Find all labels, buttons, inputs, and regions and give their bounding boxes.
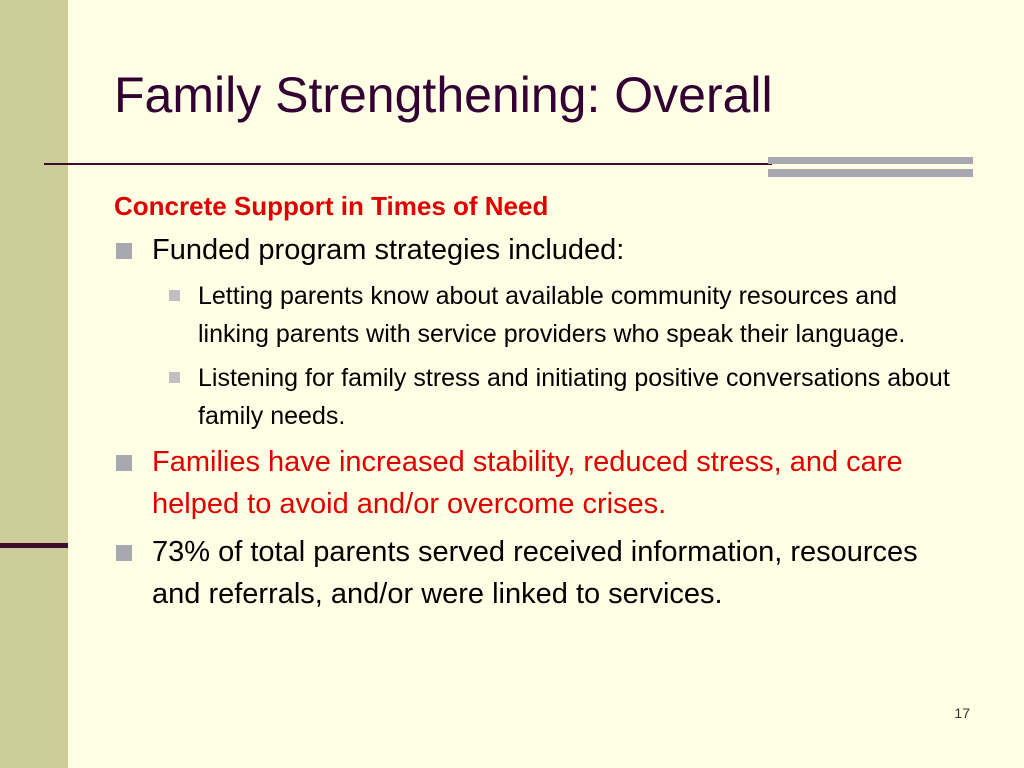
square-bullet-icon (116, 545, 132, 561)
slide-content (114, 187, 974, 621)
accent-bar-bottom (768, 169, 973, 177)
title-divider-line (44, 163, 772, 165)
bullet-text: Funded program strategies included: (152, 234, 625, 266)
left-sidebar-band (0, 0, 68, 768)
small-square-bullet-icon (169, 372, 180, 383)
sub-bullet-item (114, 359, 974, 435)
square-bullet-icon (116, 243, 132, 259)
sub-bullet-list (114, 277, 974, 435)
small-square-bullet-icon (169, 290, 180, 301)
sub-bullet-item (114, 277, 974, 353)
accent-bar-top (768, 157, 973, 164)
bullet-text: 73% of total parents served received information, resources and referrals, and/or were linked to services. (152, 536, 918, 610)
page-number: 17 (954, 705, 970, 721)
slide-title: Family Strengthening: Overall (114, 67, 773, 123)
sidebar-marker-line (0, 543, 68, 548)
square-bullet-icon (116, 455, 132, 471)
sub-bullet-text: Letting parents know about available community resources and linking parents with service providers who speak their language. (198, 282, 906, 348)
bullet-item (114, 531, 974, 615)
bullet-item (114, 229, 974, 271)
bullet-item-highlighted (114, 441, 974, 525)
sub-bullet-text: Listening for family stress and initiating positive conversations about family needs. (198, 364, 950, 430)
section-subheading: Concrete Support in Times of Need (114, 191, 549, 221)
bullet-text: Families have increased stability, reduced stress, and care helped to avoid and/or overcome crises. (152, 446, 903, 520)
